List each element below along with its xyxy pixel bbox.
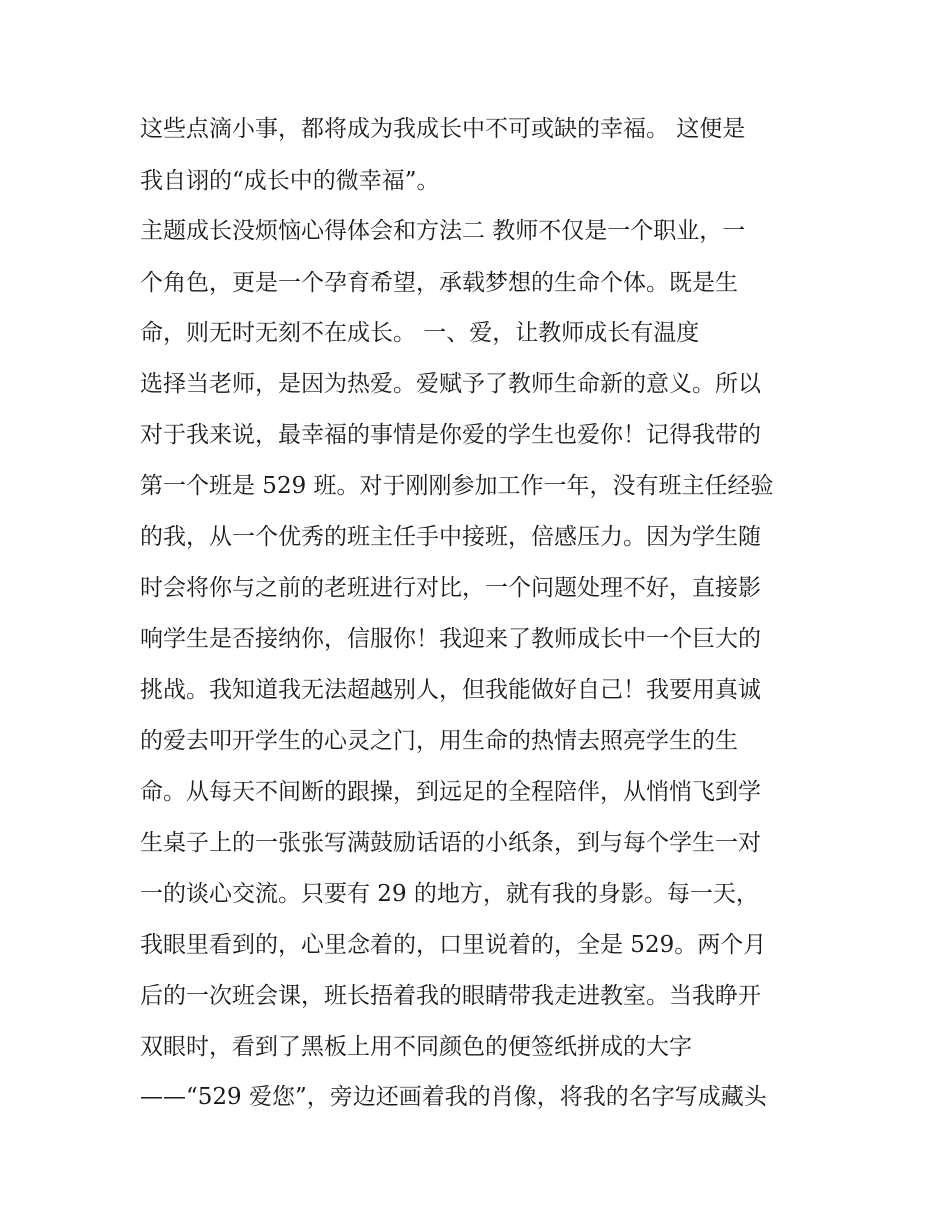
text-line: 主题成长没烦恼心得体会和方法二 教师不仅是一个职业，一 [140, 218, 746, 244]
text-line: 挑战。我知道我无法超越别人，但我能做好自己！我要用真诚 [140, 677, 761, 703]
text-line: 我眼里看到的，心里念着的，口里说着的，全是 529。两个月 [140, 932, 767, 958]
text-line: 命。从每天不间断的跟操，到远足的全程陪伴，从悄悄飞到学 [140, 779, 761, 805]
text-line: 对于我来说，最幸福的事情是你爱的学生也爱你！记得我带的 [140, 422, 761, 448]
text-line: 双眼时，看到了黑板上用不同颜色的便签纸拼成的大字 [140, 1034, 692, 1060]
text-line: 命，则无时无刻不在成长。 一、爱，让教师成长有温度 [140, 320, 700, 346]
text-line: 响学生是否接纳你，信服你！我迎来了教师成长中一个巨大的 [140, 626, 761, 652]
text-line: 第一个班是 529 班。对于刚刚参加工作一年，没有班主任经验 [140, 473, 774, 499]
text-line: 选择当老师，是因为热爱。爱赋予了教师生命新的意义。所以 [140, 371, 761, 397]
text-line: ——“529 爱您”，旁边还画着我的肖像，将我的名字写成藏头 [140, 1084, 767, 1110]
text-line: 的我，从一个优秀的班主任手中接班，倍感压力。因为学生随 [140, 524, 761, 550]
text-line: 时会将你与之前的老班进行对比，一个问题处理不好，直接影 [140, 575, 761, 601]
text-line: 生桌子上的一张张写满鼓励话语的小纸条，到与每个学生一对 [140, 830, 761, 856]
text-line: 个角色，更是一个孕育希望，承载梦想的生命个体。既是生 [140, 270, 738, 296]
text-line: 我自诩的“成长中的微幸福”。 [140, 168, 440, 194]
text-line: 后的一次班会课，班长捂着我的眼睛带我走进教室。当我睁开 [140, 983, 761, 1009]
text-line: 这些点滴小事，都将成为我成长中不可或缺的幸福。 这便是 [140, 116, 746, 142]
text-line: 一的谈心交流。只要有 29 的地方，就有我的身影。每一天， [140, 881, 759, 907]
text-line: 的爱去叩开学生的心灵之门，用生命的热情去照亮学生的生 [140, 728, 738, 754]
